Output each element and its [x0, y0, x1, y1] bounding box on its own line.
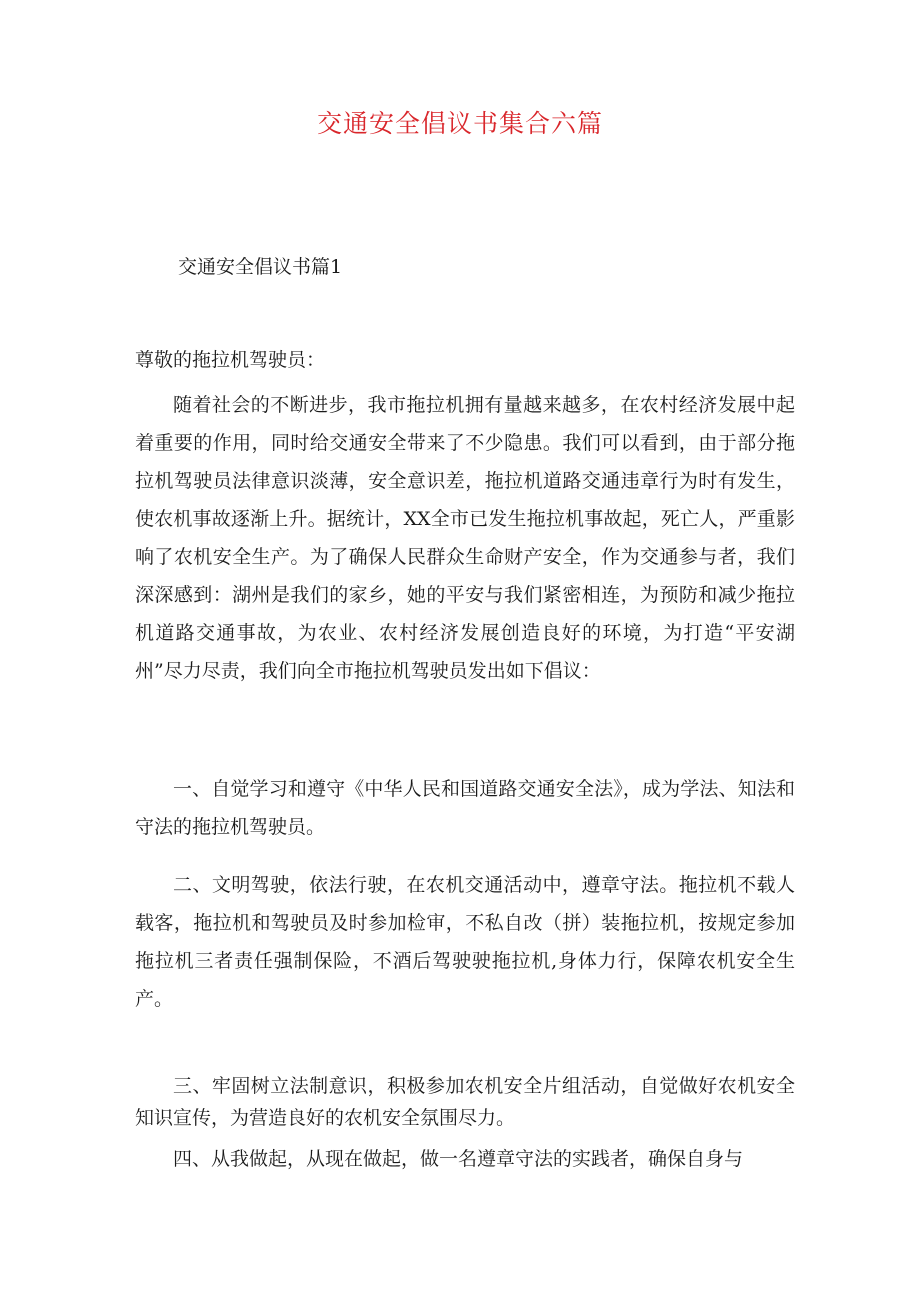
paragraph-intro: 随着社会的不断进步，我市拖拉机拥有量越来越多，在农村经济发展中起着重要的作用，同时给交通安全带来了不少隐患。我们可以看到，由于部分拖拉机驾驶员法律意识淡薄，安全意识差，拖拉机道路交通违章行为时有发生，使农机事故逐渐上升。据统计，XX全市已发生拖拉机事故起，死亡人，严重影响了农机安全生产。为了确保人民群众生命财产安全，作为交通参与者，我们深深感到：湖州是我们的家乡，她的平安与我们紧密相连，为预防和减少拖拉机道路交通事故，为农业、农村经济发展创造良好的环境，为打造“平安湖州”尽力尽责，我们向全市拖拉机驾驶员发出如下倡议： — [135, 394, 795, 682]
paragraph-item-4: 四、从我做起，从现在做起，做一名遵章守法的实践者，确保自身与 — [173, 1148, 744, 1170]
salutation: 尊敬的拖拉机驾驶员： — [135, 349, 326, 371]
paragraph-item-1: 一、自觉学习和遵守《中华人民和国道路交通安全法》，成为学法、知法和守法的拖拉机驾驶员。 — [135, 778, 795, 838]
paragraph-item-3: 三、牢固树立法制意识，积极参加农机安全片组活动，自觉做好农机安全知识宣传，为营造良好的农机安全氛围尽力。 — [135, 1075, 795, 1129]
paragraph-item-2: 二、文明驾驶，依法行驶，在农机交通活动中，遵章守法。拖拉机不载人载客，拖拉机和驾驶员及时参加检审，不私自改（拼）装拖拉机，按规定参加拖拉机三者责任强制保险，不酒后驾驶驶拖拉机,身体力行，保障农机安全生产。 — [135, 874, 795, 1010]
document-title: 交通安全倡议书集合六篇 — [316, 109, 603, 138]
section-heading: 交通安全倡议书篇1 — [178, 256, 343, 278]
